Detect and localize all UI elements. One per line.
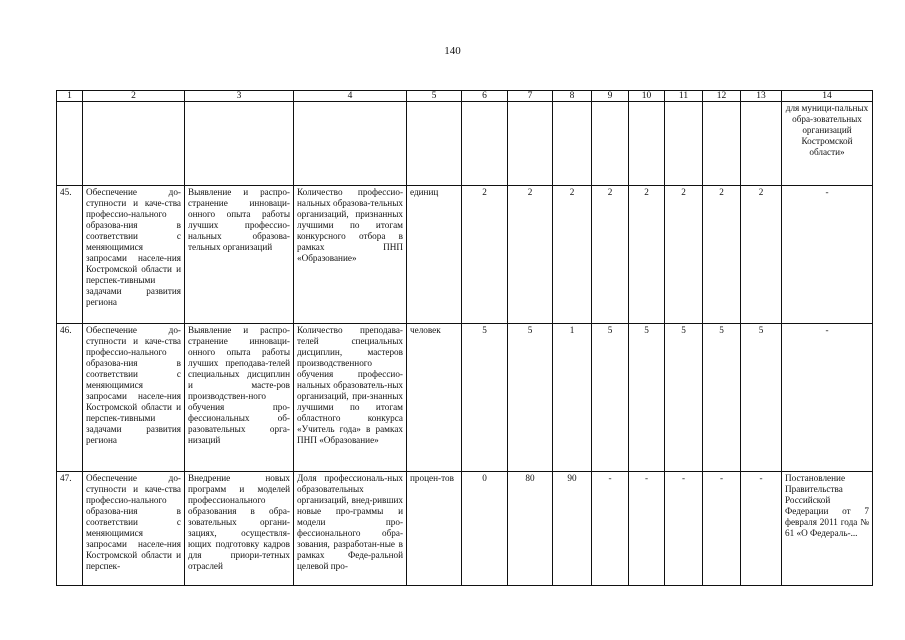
header-cell: 1 [57,91,83,102]
note-cell: для муници-пальных обра-зовательных организаций Костромской области» [782,102,873,186]
header-cell: 3 [185,91,294,102]
value-cell: 2 [741,186,782,324]
value-cell: 2 [462,186,508,324]
header-cell: 5 [407,91,462,102]
indicator-cell: Количество профессио-нальных образова-тельных организаций, признанных лучшими по итогам конкурсного отбора в рамках ПНП «Образование» [294,186,407,324]
value-cell: 5 [665,324,703,472]
value-cell: 1 [553,324,592,472]
value-cell: 5 [592,324,629,472]
table-row [57,186,873,324]
indicator-cell: Количество преподава-телей специальных дисциплин, мастеров производственного обучения профессио-нальных образователь-ных организаций, при-знанных лучшими по итогам областного конкурса «Учитель года» в рамках ПНП «Образование» [294,324,407,472]
value-cell: 5 [508,324,553,472]
row-number: 47. [57,472,83,586]
header-cell: 6 [462,91,508,102]
empty-cell [553,102,592,186]
empty-cell [462,102,508,186]
table-header-row [57,91,873,102]
unit-cell: человек [407,324,462,472]
header-cell: 13 [741,91,782,102]
empty-cell [83,102,185,186]
table-row-continuation [57,102,873,186]
header-cell: 12 [703,91,741,102]
note-cell: Постановление Правительства Российской Федерации от 7 февраля 2011 года № 61 «О Федераль-... [782,472,873,586]
value-cell: 2 [508,186,553,324]
note-cell: - [782,324,873,472]
header-cell: 8 [553,91,592,102]
empty-cell [294,102,407,186]
value-cell: 2 [553,186,592,324]
value-cell: 0 [462,472,508,586]
value-cell: 2 [592,186,629,324]
header-cell: 2 [83,91,185,102]
value-cell: 2 [703,186,741,324]
value-cell: 80 [508,472,553,586]
value-cell: 90 [553,472,592,586]
value-cell: 2 [629,186,665,324]
goal-cell: Обеспечение до-ступности и каче-ства профессио-нального образова-ния в соответствии с меняющимися запросами населе-ния Костромской области и перспек-тивными задачами развития региона [83,324,185,472]
empty-cell [629,102,665,186]
goal-cell: Обеспечение до-ступности и каче-ства профессио-нального образова-ния в соответствии с меняющимися запросами населе-ния Костромской области и перспек-тивными задачами развития региона [83,186,185,324]
empty-cell [703,102,741,186]
value-cell: - [703,472,741,586]
program-indicators-table [56,90,873,586]
empty-cell [508,102,553,186]
page-number: 140 [444,45,461,57]
header-cell: 9 [592,91,629,102]
value-cell: 5 [741,324,782,472]
empty-cell [665,102,703,186]
unit-cell: процен-тов [407,472,462,586]
empty-cell [407,102,462,186]
empty-cell [592,102,629,186]
value-cell: 5 [703,324,741,472]
value-cell: 2 [665,186,703,324]
header-cell: 14 [782,91,873,102]
empty-cell [185,102,294,186]
value-cell: - [592,472,629,586]
row-number: 46. [57,324,83,472]
value-cell: 5 [629,324,665,472]
note-cell: - [782,186,873,324]
value-cell: 5 [462,324,508,472]
goal-cell: Обеспечение до-ступности и каче-ства профессио-нального образова-ния в соответствии с меняющимися запросами населе-ния Костромской области и перспек- [83,472,185,586]
row-number: 45. [57,186,83,324]
task-cell: Выявление и распро-странение инноваци-онного опыта работы лучших преподава-телей специальных дисциплин и масте-ров производствен-ного обучения про-фессиональных об-разовательных орга-низаций [185,324,294,472]
task-cell: Внедрение новых программ и моделей профессионального образования в обра-зовательных органи-зациях, осуществля-ющих подготовку кадров для приори-тетных отраслей [185,472,294,586]
unit-cell: единиц [407,186,462,324]
table-row [57,324,873,472]
value-cell: - [665,472,703,586]
value-cell: - [741,472,782,586]
indicator-cell: Доля профессиональ-ных образовательных организаций, внед-ривших новые про-граммы и модели про-фессионального обра-зования, разработан-ные в рамках Феде-ральной целевой про- [294,472,407,586]
empty-cell [57,102,83,186]
task-cell: Выявление и распро-странение инноваци-онного опыта работы лучших профессио-нальных образова-тельных организаций [185,186,294,324]
value-cell: - [629,472,665,586]
header-cell: 10 [629,91,665,102]
empty-cell [741,102,782,186]
header-cell: 7 [508,91,553,102]
table-row [57,472,873,586]
header-cell: 11 [665,91,703,102]
header-cell: 4 [294,91,407,102]
